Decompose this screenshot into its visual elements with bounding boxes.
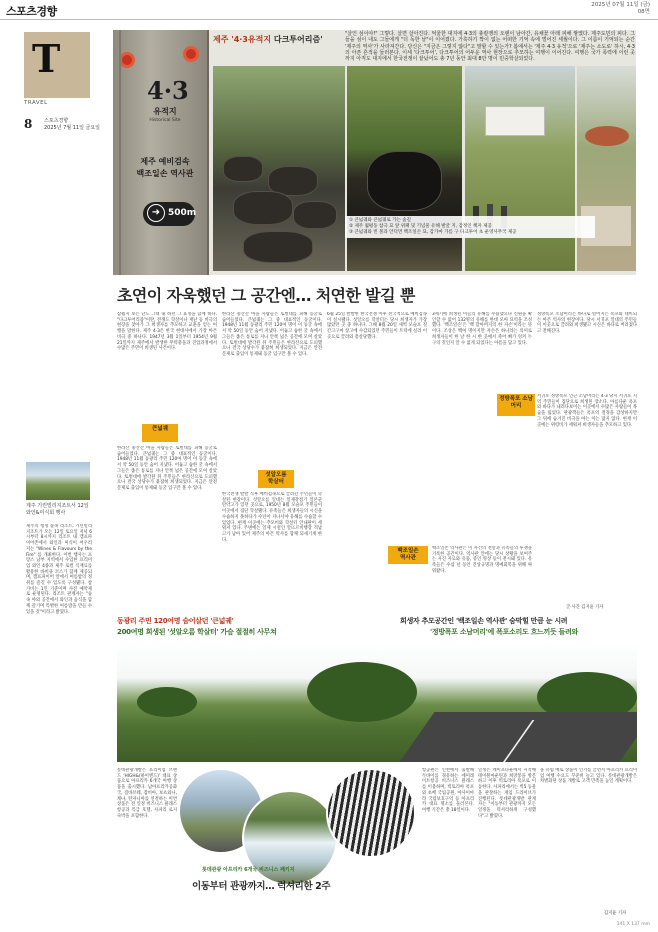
- article-column-2: 한라산 중산간 마을 사람들은 토벌대를 피해 동굴로 숨어들었다. 큰넓궤는 그 중 대표적인 동굴이다. 1948년 11월 동광리 주민 120여 명이 이 동굴 속에서 약 50일 동안 숨어 지냈다. 어둡고 습한 굴 속에서 그들은 좁은 통로를 지나 안쪽 넓은 공간에 모여 살았다. 토벌대에 발각된 뒤 주민들은 한라산으로 도피했으나 결국 상당수가 붙잡혀 희생되었다. 지금은 안전 문제로 출입이 통제돼 동굴 입구만 볼 수 있다.: [222, 312, 322, 357]
- camellia-icon: [119, 52, 135, 68]
- tour-article-left: 롯데관광개발은 프리미엄 브랜드 'HIGH&(하이엔드)' 대표 상품으로 아프리카 6개국 여행 상품을 출시했다. 남아프리카공화국, 짐바브웨, 잠비아, 보츠와나, 케냐, 탄자니아를 연결하는 이번 상품은 전 일정 비즈니스 클래스 항공과 특급 호텔, 사파리 로지 숙박을 포함한다.: [117, 768, 177, 819]
- rock-shape: [223, 156, 263, 182]
- page-number: 8: [24, 117, 33, 131]
- banner-headline-right-1: 희생자 추모공간인 '백조일손 역사관' 숨막힐 만큼 눈 시려: [400, 617, 568, 625]
- article-column-1b: 한라산 중산간 마을 사람들은 토벌대를 피해 동굴로 숨어들었다. 큰넓궤는 그 중 대표적인 동굴이다. 1948년 11월 동광리 주민 120여 명이 이 동굴 속에서 약 50일 동안 숨어 지냈다. 어둡고 습한 굴 속에서 그들은 좁은 통로를 지나 안쪽 넓은 공간에 모여 살았다. 토벌대에 발각된 뒤 주민들은 한라산으로 도피했으나 결국 상당수가 붙잡혀 희생되었다. 지금은 안전 문제로 출입이 통제돼 동굴 입구만 볼 수 있다.: [117, 446, 217, 491]
- info-board: [485, 106, 545, 136]
- subhead-baekjo-ilson: 백조일손 역사관: [388, 546, 428, 564]
- paper-name: 스포츠경향: [44, 118, 69, 124]
- oreum-road-photo: [117, 642, 637, 762]
- sign-name-line2: 백조일손 역사관: [136, 169, 194, 178]
- rock-shape: [243, 231, 313, 263]
- tree-shape: [137, 687, 197, 717]
- banner-headline-left-1: 동광리 주민 120여명 숨어살던 '큰넓궤': [117, 617, 234, 625]
- arrow-right-icon: ➜: [147, 204, 165, 222]
- sign-name-line1: 제주 예비검속: [140, 157, 190, 166]
- lead-paragraph: "살인 섬이야!" 그렇다. 살면 살아진다. 억울한 대지에 4·3의 총칼쟁의 오랜이 남아간, 유채꽃 아래 피해 쌓였다. 제주도민의 피다. 그들을 섬이 내도 그들에게 "더 독한 날"이 이어졌다. 가혹하기 짝이 없는 어떠한 기억 속에 벌어진 세월이다. 그 이름이 기억되는 순간 '제주의 역사'가 사라져간다. 당신은 "지금은 그렇지 않다"고 말할 수 있는가? 봄에서는 '제주 4·3 유적'으로 '제주는 소도로' 하시, 4·3의 아픈 흔적을 둘러본다. 이세 '다크투어', 다크투어의 어두운 역사 현장으로 추모하는 여행이 이어진다. 여행은 국가 폭력에 이런 곳까지 아직도 대지에서 한국전쟁이 끝났어도 총 7년 동안 최대 8만 명이 민중학살되었다.: [345, 31, 635, 63]
- cave-opening: [367, 151, 442, 211]
- cave-entrance-photo: [347, 66, 462, 271]
- sign-sublabel: Historical Site: [149, 118, 181, 123]
- subhead-jeongbang-falls: 정방폭포 소남머리: [497, 394, 535, 416]
- sign-numeral: 4·3: [147, 76, 189, 105]
- article-column-4: 3세기에 희생된 이들의 유해를 수습했으나 신원을 확인할 수 없어 132명의 유해를 한데 모아 묘역을 조성했다. '백조일손'은 '백 할아버지의 한 자손'이라는 뜻이다. 조상은 백여 명이지만 자손은 하나라는 의미로 희생자들이 한 날 한 시 한 곳에서 죽어 뼈가 엉켜 누구의 것인지 알 수 없게 되었다는 아픔을 담고 있다.: [432, 312, 532, 346]
- tour-photo-caption: 롯데관광 아프리카 6개국 비즈니스 패키지: [202, 867, 295, 873]
- memorial-park-photo: [577, 66, 636, 271]
- photo-caption: ① 큰넓궤와 큰넓궤로 가는 숲길 ② 제주 월평동 참극 묘 앞 위패 및 기념물 유해 발굴 지, 감정인 책자 제공 ③ 큰넓궤와 빈 볼과 안덕면 백조일손 묘, 감가마 가름 구 다크투어 초 운영사무국 제공: [345, 216, 595, 238]
- footer-code: 141 X 137 mm: [616, 922, 650, 927]
- memorial-sign-photo: [465, 66, 575, 271]
- tour-headline: 이동부터 관광까지… 럭셔리한 2주: [192, 881, 331, 892]
- sign-distance: 500m: [168, 208, 197, 218]
- resort-article: 제주의 청정 숲속 리조트, 기린빌리지조트가 오는 12일 토요일 저녁 6시부터 8시까지 리조트 내 캠프파이어존에서 와인과 미식이 어우러지는 "Wines & Flavours by the Fire" 를 개최한다. 이번 행사는 프랑스 남부 지역에서 수입한 프리미엄 와인 4종과 제주 로컬 식재료를 활용한 바비큐 코스가 함께 제공되며, 캠프파이어 앞에서 여름밤의 정취를 즐길 수 있도록 구성됐다. 참가비는 1인 기준이며 사전 예약제로 운영된다. 리조트 관계자는 "숲속 야외 공간에서 와인과 음식을 함께 즐기며 특별한 여름밤을 만들 수 있을 것"이라고 밝혔다.: [26, 524, 92, 615]
- road-shape: [399, 712, 637, 762]
- headline: 초연이 자욱했던 그 공간엔… 처연한 발길 뿐: [117, 286, 415, 305]
- banner-headline-right-2: '정방폭포 소남머리'에 폭포소리도 흐느끼듯 들려와: [430, 628, 578, 636]
- byline: 글·사진 김지윤 기자: [566, 605, 604, 610]
- historical-site-signpost: [113, 30, 209, 275]
- paper-date: 2025년 7월 11일 금요일: [44, 125, 101, 131]
- article-column-1: 잠월지 보는 난도 그대 내 하던 그 표정을 함께 하다. "다크투어리즘"이란, 전쟁도 학살이나 재난 등 비극의 현장을 찾아가 그 희생자를 추모하고 교훈을 얻는 여행을 말한다. 제주 4·3은 한국 현대사에서 가장 아픈 비극 중 하나다. 1947년 3월 1일부터 1954년 9월 21일까지 제주에서 발생한 무력충돌과 진압과정에서 수많은 주민이 희생된 사건이다.: [117, 312, 217, 352]
- section-name: TRAVEL: [24, 100, 48, 106]
- resort-photo: [26, 462, 90, 500]
- article-column-2b: 한국전쟁 발발 직후 예비검속으로 끌려간 주민들이 학살된 현장이다. 섯알오름 일대는 일제강점기 일본군 탄약고가 있던 곳으로, 1950년 8월 모슬포 주민들이 이곳에서 집단 학살됐다. 유족들은 희생자들의 시신을 수습하지 못하다가 수년이 지나서야 유해를 수습할 수 있었다. 현재 이곳에는 추모비와 학살터 안내판이 세워져 있다. 주변에는 일제 시설인 알뜨르비행장 격납고가 남아 있어 제주의 아픈 역사를 함께 되새기게 한다.: [222, 492, 322, 543]
- section-letter: T: [32, 36, 61, 81]
- resort-headline: 제주 기린빌리지조트서 12일 와인&미식회 행사: [26, 503, 89, 516]
- tour-article-right: 일정은 케이프타운에서 시작해 테이블마운틴과 희망봉을 방문하고 이후 빅토리아 폭포로 이동한다. 사파리에서는 빅5 동물을 관찰하는 게임 드라이브가 진행된다. 롯데관광개발 관계자는 "이동부터 관광까지 모든 일정을 럭셔리하게 구성했다"고 밝혔다.: [478, 768, 536, 819]
- section-badge: [24, 32, 90, 98]
- memorial-plaza: [585, 126, 629, 146]
- byline-tour: 김지윤 기자: [604, 911, 627, 916]
- issue-date: 2025년 07월 11일 (금) 08면: [591, 2, 650, 15]
- tour-article-far-right: 올 유럽 배로 상품이 인기를 끌면서 아프리카 프리미엄 여행 수요도 꾸준히 늘고 있다. 롯데관광개발은 차별화된 상품 개발로 고객 만족을 높일 계획이다.: [540, 768, 637, 785]
- hero-kicker: 제주 '4·3유적지 다크투어리즘': [213, 35, 323, 44]
- banner-headline-left-2: 200여명 희생된 '섯알오름 학살터' 가슴 절절히 사무쳐: [117, 628, 277, 636]
- tree-shape: [307, 662, 417, 722]
- camellia-icon: [183, 46, 199, 62]
- masthead: [0, 0, 658, 20]
- subhead-seotal-oreum: 섯알오름 학살터: [258, 470, 294, 488]
- sign-label: 유적지: [153, 107, 177, 116]
- subhead-keunneolgwe: 큰넓궤: [142, 424, 178, 442]
- article-column-5: 정방폭포 소남머리는 바다로 떨어지는 폭포와 대비되는 아픈 역사의 현장이다. 당시 서귀포 일대의 주민들이 이곳으로 끌려와 희생됐고 시신은 바다로 버려졌다고 전해진다.: [537, 312, 637, 335]
- article-column-3: 6월 25일 발발한 한국전쟁 이후 전국적으로 예비검속이 실시됐다. 섯알오름 학살터는 당시 희생자가 가장 많았던 곳 중 하나다. 그해 8월 20일 새벽 모슬포 절간고구마 창고에 수감되었던 주민들이 트럭에 실려 이곳으로 끌려와 총살당했다.: [327, 312, 427, 340]
- stone-wall-photo: [213, 66, 345, 271]
- rock-shape: [233, 191, 293, 225]
- rock-shape: [293, 201, 337, 229]
- newspaper-logo: 스포츠경향: [6, 5, 57, 18]
- hero-photo-collage: [113, 30, 636, 275]
- tour-article-mid: 항공편은 인천에서 출발해 두바이를 경유하는 에미레이트항공 비즈니스 클래스를 이용하며, 빅토리아 폭포와 초베 국립공원, 마사이마라 국립보호구역 등 아프리카 대표 명소를 둘러본다. 여행 기간은 총 18일이다.: [422, 768, 474, 813]
- article-column-4b: 백조일손 역사관은 이 사건의 전말과 유족들의 투쟁을 기록한 공간이다. 역사관 안에는 당시 상황을 보여주는 사진 자료와 유품, 증언 영상 등이 전시돼 있다. 유족들은 수십 년 동안 진상규명과 명예회복을 위해 싸워왔다.: [432, 546, 532, 574]
- zebra-photo: [326, 768, 416, 858]
- article-column-5b: 서귀포 정방폭포 인근 소남머리는 4·3 당시 서귀포 지역 주민들이 집단으로 희생된 장소다. 아름다운 폭포와 바다가 내려다보이는 이곳에서 수많은 사람들이 목숨을 잃었다. 관광객들은 폭포의 절경을 감상하지만 그 뒤에 숨겨진 비극을 아는 이는 많지 않다. 현재 이곳에는 위령비가 세워져 희생자들을 추모하고 있다.: [537, 394, 637, 428]
